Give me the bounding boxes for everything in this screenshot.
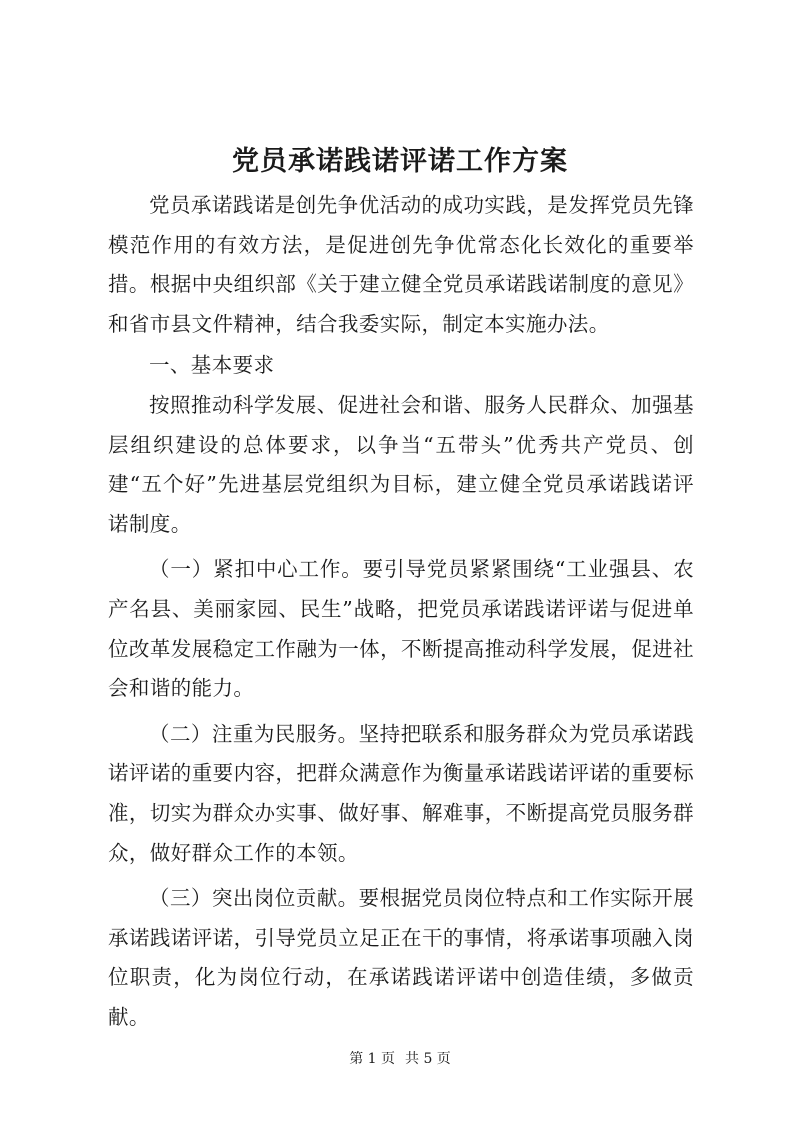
item-paragraph-2: （二）注重为民服务。坚持把联系和服务群众为党员承诺践诺评诺的重要内容，把群众满意作为衡量承诺践诺评诺的重要标准，切实为群众办实事、做好事、解难事，不断提高党员服务群众，做好群众工作的本领。	[108, 721, 694, 865]
item-paragraph-1: （一）紧扣中心工作。要引导党员紧紧围绕“工业强县、农产名县、美丽家园、民生”战略，把党员承诺践诺评诺与促进单位改革发展稳定工作融为一体，不断提高推动科学发展，促进社会和谐的能力。	[108, 557, 694, 701]
document-title: 党员承诺践诺评诺工作方案	[232, 146, 568, 177]
page-number: 第 1 页	[349, 1051, 395, 1067]
document-body	[108, 186, 694, 1037]
section-body-basic-requirements: 按照推动科学发展、促进社会和谐、服务人民群众、加强基层组织建设的总体要求，以争当“五带头”优秀共产党员、创建“五个好”先进基层党组织为目标，建立健全党员承诺践诺评诺制度。	[108, 392, 694, 536]
section-heading-basic-requirements: 一、基本要求	[149, 353, 275, 378]
page-total: 共 5 页	[405, 1051, 451, 1067]
intro-paragraph: 党员承诺践诺是创先争优活动的成功实践，是发挥党员先锋模范作用的有效方法，是促进创先争优常态化长效化的重要举措。根据中央组织部《关于建立健全党员承诺践诺制度的意见》和省市县文件精神，结合我委实际，制定本实施办法。	[108, 193, 694, 336]
page-footer	[0, 1049, 800, 1069]
item-paragraph-3: （三）突出岗位贡献。要根据党员岗位特点和工作实际开展承诺践诺评诺，引导党员立足正在干的事情，将承诺事项融入岗位职责，化为岗位行动，在承诺践诺评诺中创造佳绩，多做贡献。	[108, 886, 694, 1029]
